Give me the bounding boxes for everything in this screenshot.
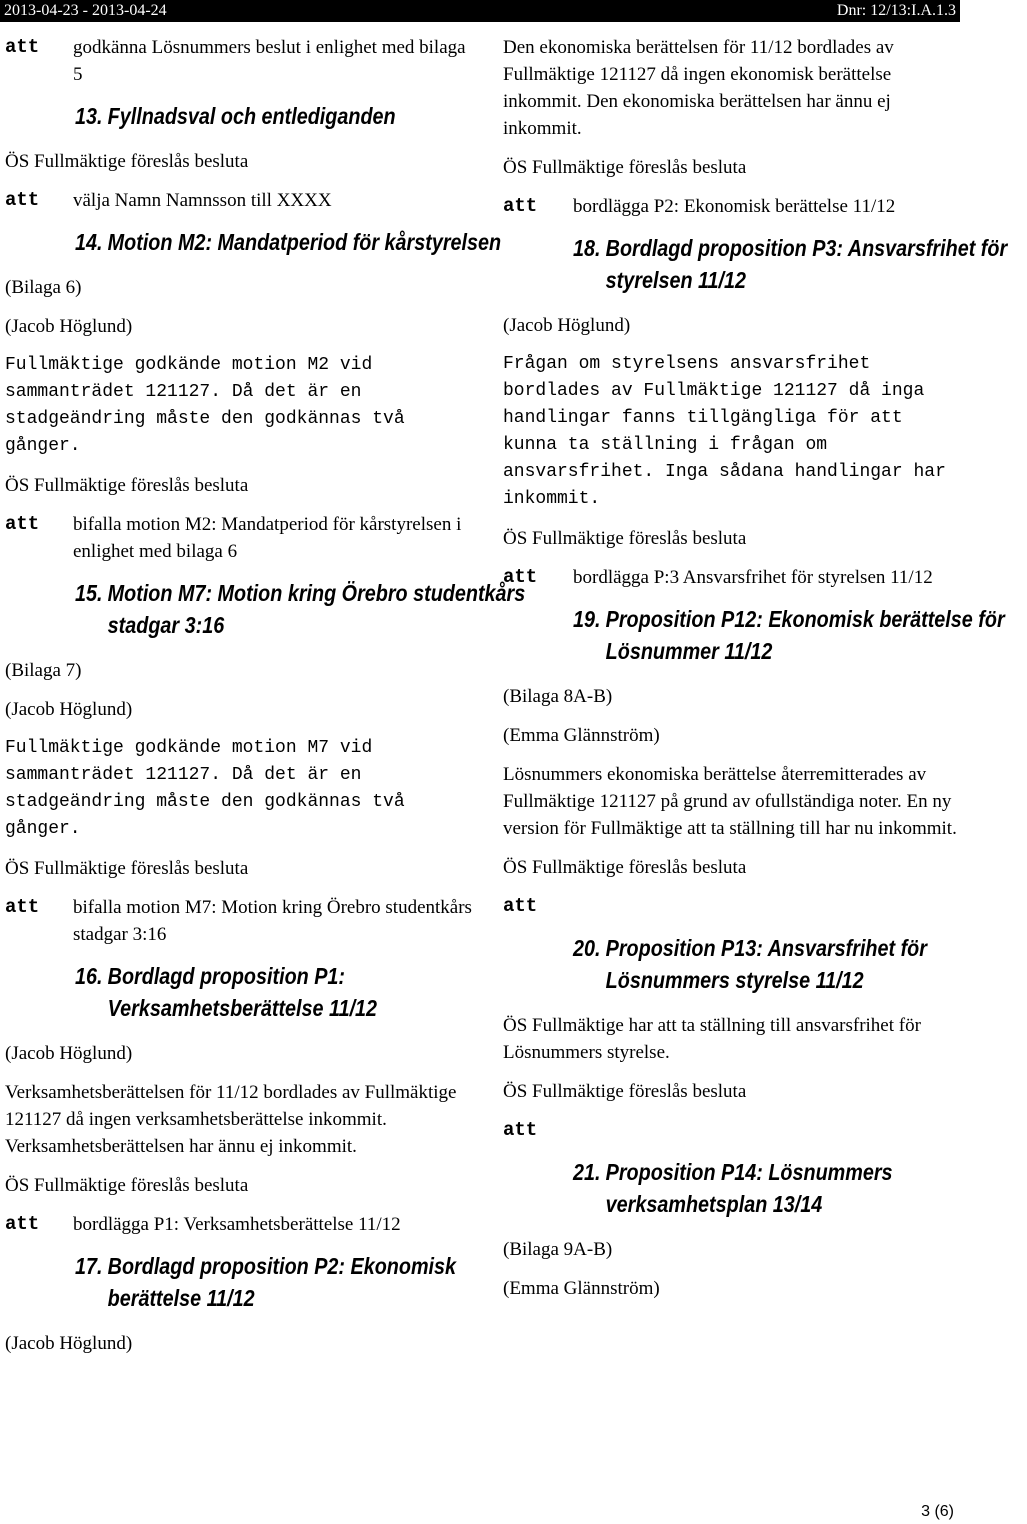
section-number: 14. [75, 229, 103, 255]
att-label: att [503, 566, 538, 588]
att-row [503, 193, 958, 220]
section-heading-16 [75, 960, 544, 1024]
presenter: (Jacob Höglund) [5, 316, 133, 337]
body-text: ÖS Fullmäktige har att ta ställning till ansvarsfrihet för Lösnummers styrelse. [503, 1015, 921, 1063]
section-heading-14 [75, 226, 544, 258]
att-row [503, 893, 958, 920]
presenter: (Jacob Höglund) [5, 1043, 133, 1064]
att-row [503, 1117, 958, 1144]
section-title: Bordlagd proposition P2: Ekonomisk berättelse 11/12 [107, 1253, 457, 1311]
att-label: att [5, 896, 40, 918]
section-number: 13. [75, 103, 103, 129]
section-number: 18. [573, 235, 601, 261]
section-number: 21. [573, 1159, 601, 1185]
section-heading-15 [75, 577, 544, 641]
left-column [5, 34, 526, 1369]
page-header [0, 0, 960, 22]
section-title: Proposition P12: Ekonomisk berättelse för Lösnummer 11/12 [605, 606, 1005, 664]
presenter: (Jacob Höglund) [5, 1333, 133, 1354]
presenter: (Emma Glännström) [503, 1278, 660, 1299]
att-label: att [5, 513, 40, 535]
section-title: Proposition P14: Lösnummers verksamhetsplan 13/14 [605, 1159, 893, 1217]
section-title: Bordlagd proposition P1: Verksamhetsberättelse 11/12 [107, 963, 378, 1021]
att-row [5, 34, 475, 88]
att-label: att [5, 1213, 40, 1235]
att-row [5, 511, 475, 565]
attachment-ref: (Bilaga 7) [5, 660, 82, 681]
presenter: (Jacob Höglund) [503, 315, 631, 336]
section-heading-21 [573, 1156, 1027, 1220]
body-text: Fullmäktige godkände motion M7 vid sammanträdet 121127. Då det är en stadgeändring måste den godkännas två gånger. [5, 738, 405, 839]
att-text: godkänna Lösnummers beslut i enlighet med bilaga 5 [73, 37, 466, 85]
attachment-ref: (Bilaga 9A-B) [503, 1239, 613, 1260]
body-text: Frågan om styrelsens ansvarsfrihet bordlades av Fullmäktige 121127 då inga handlingar fanns tillgängliga för att kunna ta ställning i frågan om ansvarsfrihet. Inga sådana handlingar har inkommit. [503, 354, 946, 509]
att-text: välja Namn Namnsson till XXXX [73, 190, 332, 211]
proposal-line: ÖS Fullmäktige föreslås besluta [5, 1175, 249, 1196]
header-dnr: Dnr: 12/13:I.A.1.3 [836, 2, 956, 19]
att-label: att [5, 36, 40, 58]
section-title: Bordlagd proposition P3: Ansvarsfrihet för styrelsen 11/12 [605, 235, 1008, 293]
section-number: 20. [573, 935, 601, 961]
header-dates: 2013-04-23 - 2013-04-24 [4, 2, 167, 19]
page-number: 3 (6) [921, 1503, 954, 1520]
proposal-line: ÖS Fullmäktige föreslås besluta [503, 1081, 747, 1102]
proposal-line: ÖS Fullmäktige föreslås besluta [5, 151, 249, 172]
section-heading-20 [573, 932, 1027, 996]
section-title: Fyllnadsval och entlediganden [107, 103, 396, 129]
section-heading-13 [75, 100, 544, 132]
att-row [5, 894, 475, 948]
att-text [573, 1117, 958, 1144]
section-number: 16. [75, 963, 103, 989]
attachment-ref: (Bilaga 6) [5, 277, 82, 298]
section-heading-19 [573, 603, 1027, 667]
presenter: (Jacob Höglund) [5, 699, 133, 720]
body-text: Verksamhetsberättelsen för 11/12 bordlades av Fullmäktige 121127 då ingen verksamhetsberättelse inkommit. Verksamhetsberättelsen har ännu ej inkommit. [5, 1082, 457, 1157]
presenter: (Emma Glännström) [503, 725, 660, 746]
att-label: att [503, 195, 538, 217]
right-column [503, 34, 1008, 1314]
section-number: 17. [75, 1253, 103, 1279]
att-row [5, 1211, 475, 1238]
proposal-line: ÖS Fullmäktige föreslås besluta [5, 858, 249, 879]
att-label: att [503, 895, 538, 917]
att-text: bordlägga P2: Ekonomisk berättelse 11/12 [573, 196, 896, 217]
att-text: bifalla motion M7: Motion kring Örebro studentkårs stadgar 3:16 [73, 897, 472, 945]
section-heading-18 [573, 232, 1027, 296]
proposal-line: ÖS Fullmäktige föreslås besluta [503, 157, 747, 178]
att-text: bordlägga P1: Verksamhetsberättelse 11/12 [73, 1214, 401, 1235]
section-number: 19. [573, 606, 601, 632]
section-title: Motion M7: Motion kring Örebro studentkårs stadgar 3:16 [107, 580, 526, 638]
proposal-line: ÖS Fullmäktige föreslås besluta [503, 857, 747, 878]
section-heading-17 [75, 1250, 544, 1314]
proposal-line: ÖS Fullmäktige föreslås besluta [5, 475, 249, 496]
body-text: Fullmäktige godkände motion M2 vid sammanträdet 121127. Då det är en stadgeändring måste den godkännas två gånger. [5, 355, 405, 456]
att-row [5, 187, 475, 214]
att-text: bordlägga P:3 Ansvarsfrihet för styrelsen 11/12 [573, 567, 933, 588]
attachment-ref: (Bilaga 8A-B) [503, 686, 613, 707]
section-title: Proposition P13: Ansvarsfrihet för Lösnummers styrelse 11/12 [605, 935, 927, 993]
section-title: Motion M2: Mandatperiod för kårstyrelsen [107, 229, 502, 255]
att-label: att [503, 1119, 538, 1141]
proposal-line: ÖS Fullmäktige föreslås besluta [503, 528, 747, 549]
body-text: Den ekonomiska berättelsen för 11/12 bordlades av Fullmäktige 121127 då ingen ekonomisk berättelse inkommit. Den ekonomiska berättelsen har ännu ej inkommit. [503, 37, 894, 139]
att-label: att [5, 189, 40, 211]
att-row [503, 564, 958, 591]
att-text: bifalla motion M2: Mandatperiod för kårstyrelsen i enlighet med bilaga 6 [73, 514, 462, 562]
att-text [573, 893, 958, 920]
section-number: 15. [75, 580, 103, 606]
body-text: Lösnummers ekonomiska berättelse återremitterades av Fullmäktige 121127 på grund av ofullständiga noter. En ny version för Fullmäktige att ta ställning till har nu inkommit. [503, 764, 957, 839]
